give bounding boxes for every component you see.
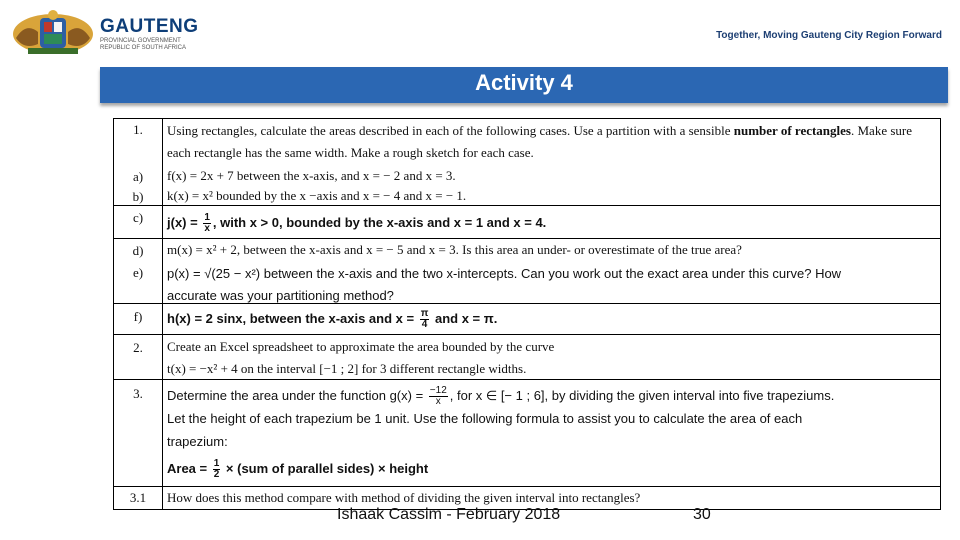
brand-subtitle xyxy=(100,38,186,52)
table-row xyxy=(113,334,941,380)
item-text xyxy=(167,212,936,234)
title-bar xyxy=(100,67,948,103)
item-text: f(x) = 2x + 7 between the x-axis, and x = − 2 and x = 3. xyxy=(167,168,456,183)
r3-text-line-2: Let the height of each trapezium be 1 unit. Use the following formula to assist you to calculate the area of each xyxy=(167,411,803,427)
item-text xyxy=(167,308,936,330)
item-text xyxy=(167,120,936,164)
item-number: f) xyxy=(133,309,143,324)
c-text-a: j(x) = xyxy=(167,215,202,230)
tagline: Together, Moving Gauteng City Region Forward xyxy=(716,30,942,41)
fraction-denominator: 2 xyxy=(213,469,220,481)
column-divider xyxy=(162,380,163,486)
fraction-denominator: x xyxy=(435,396,441,408)
table-row xyxy=(113,205,941,239)
intro-text-a: Using rectangles, calculate the areas described in each of the following cases. Use a partition with a sensible xyxy=(167,123,734,138)
r3-text-line-3: trapezium: xyxy=(167,434,228,450)
f-text-b: and x = π. xyxy=(431,311,498,326)
fraction-numerator: 1 xyxy=(204,212,210,224)
item-number: b) xyxy=(132,189,144,204)
r3-fraction xyxy=(429,386,448,407)
e-text-line-2: accurate was your partitioning method? xyxy=(167,288,394,303)
footer-author: Ishaak Cassim - February 2018 xyxy=(337,506,561,523)
fraction-denominator: 4 xyxy=(421,319,428,331)
column-divider xyxy=(162,119,163,205)
fraction-denominator: x xyxy=(204,223,210,235)
r3-text-a1: Determine the area under the function g(x) = xyxy=(167,388,427,403)
column-divider xyxy=(162,487,163,509)
formula-rhs: × (sum of parallel sides) × height xyxy=(222,461,429,477)
item-number: a) xyxy=(132,169,144,184)
table-row xyxy=(113,238,941,304)
e-text-line-1: p(x) = √(25 − x²) between the x-axis and the two x-intercepts. Can you work out the exact area under this curve? How xyxy=(167,266,842,281)
item-text xyxy=(167,263,936,307)
coat-of-arms-icon xyxy=(10,8,96,56)
item-text xyxy=(167,384,936,480)
activity-table xyxy=(113,118,941,510)
item-number: 3. xyxy=(133,386,143,401)
item-text xyxy=(167,336,936,380)
intro-text-c: . Make sure each rectangle has the same width. Make a rough sketch for each case. xyxy=(167,123,912,160)
column-divider xyxy=(162,239,163,303)
item-number: 2. xyxy=(133,340,143,355)
column-divider xyxy=(162,335,163,379)
r3-formula xyxy=(167,457,936,480)
r2-text-line-2: t(x) = −x² + 4 on the interval [−1 ; 2] for 3 different rectangle widths. xyxy=(167,361,527,376)
item-text: k(x) = x² bounded by the x −axis and x = − 4 and x = − 1. xyxy=(167,188,467,203)
table-row xyxy=(113,379,941,487)
page-title: Activity 4 xyxy=(475,70,573,95)
item-number: d) xyxy=(132,243,144,258)
c-text-b: , with x > 0, bounded by the x-axis and x = 1 and x = 4. xyxy=(212,215,547,230)
item-number: 1. xyxy=(133,122,143,137)
item-text: How does this method compare with method of dividing the given interval into rectangles? xyxy=(167,490,641,505)
column-divider xyxy=(162,206,163,238)
table-row xyxy=(113,118,941,206)
f-text-a: h(x) = 2 sinx, between the x-axis and x = xyxy=(167,311,418,326)
fraction-numerator: 1 xyxy=(213,458,220,470)
r3-text-line-1 xyxy=(167,384,936,407)
brand-sub-line-1: PROVINCIAL GOVERNMENT xyxy=(100,38,181,44)
fraction-numerator: π xyxy=(420,308,429,320)
brand-sub-line-2: REPUBLIC OF SOUTH AFRICA xyxy=(100,45,187,51)
r2-text-line-1: Create an Excel spreadsheet to approximate the area bounded by the curve xyxy=(167,339,555,354)
f-fraction xyxy=(420,309,430,330)
page-number: 30 xyxy=(693,506,711,523)
formula-lhs: Area = xyxy=(167,461,211,477)
item-number: c) xyxy=(132,210,144,225)
table-row xyxy=(113,303,941,335)
brand-name: GAUTENG xyxy=(100,16,199,37)
item-number: e) xyxy=(132,265,144,280)
r3-text-a2: , for x ∈ [− 1 ; 6], by dividing the given interval into five trapeziums. xyxy=(449,388,835,403)
intro-text-bold: number of rectangles xyxy=(733,123,851,138)
item-text: m(x) = x² + 2, between the x-axis and x = − 5 and x = 3. Is this area an under- or overestimate of the true area? xyxy=(167,242,742,257)
fraction-numerator: −12 xyxy=(429,385,447,397)
area-fraction xyxy=(213,459,221,480)
c-fraction xyxy=(203,213,211,234)
gauteng-logo xyxy=(10,8,199,56)
item-number: 3.1 xyxy=(129,490,147,505)
column-divider xyxy=(162,304,163,334)
